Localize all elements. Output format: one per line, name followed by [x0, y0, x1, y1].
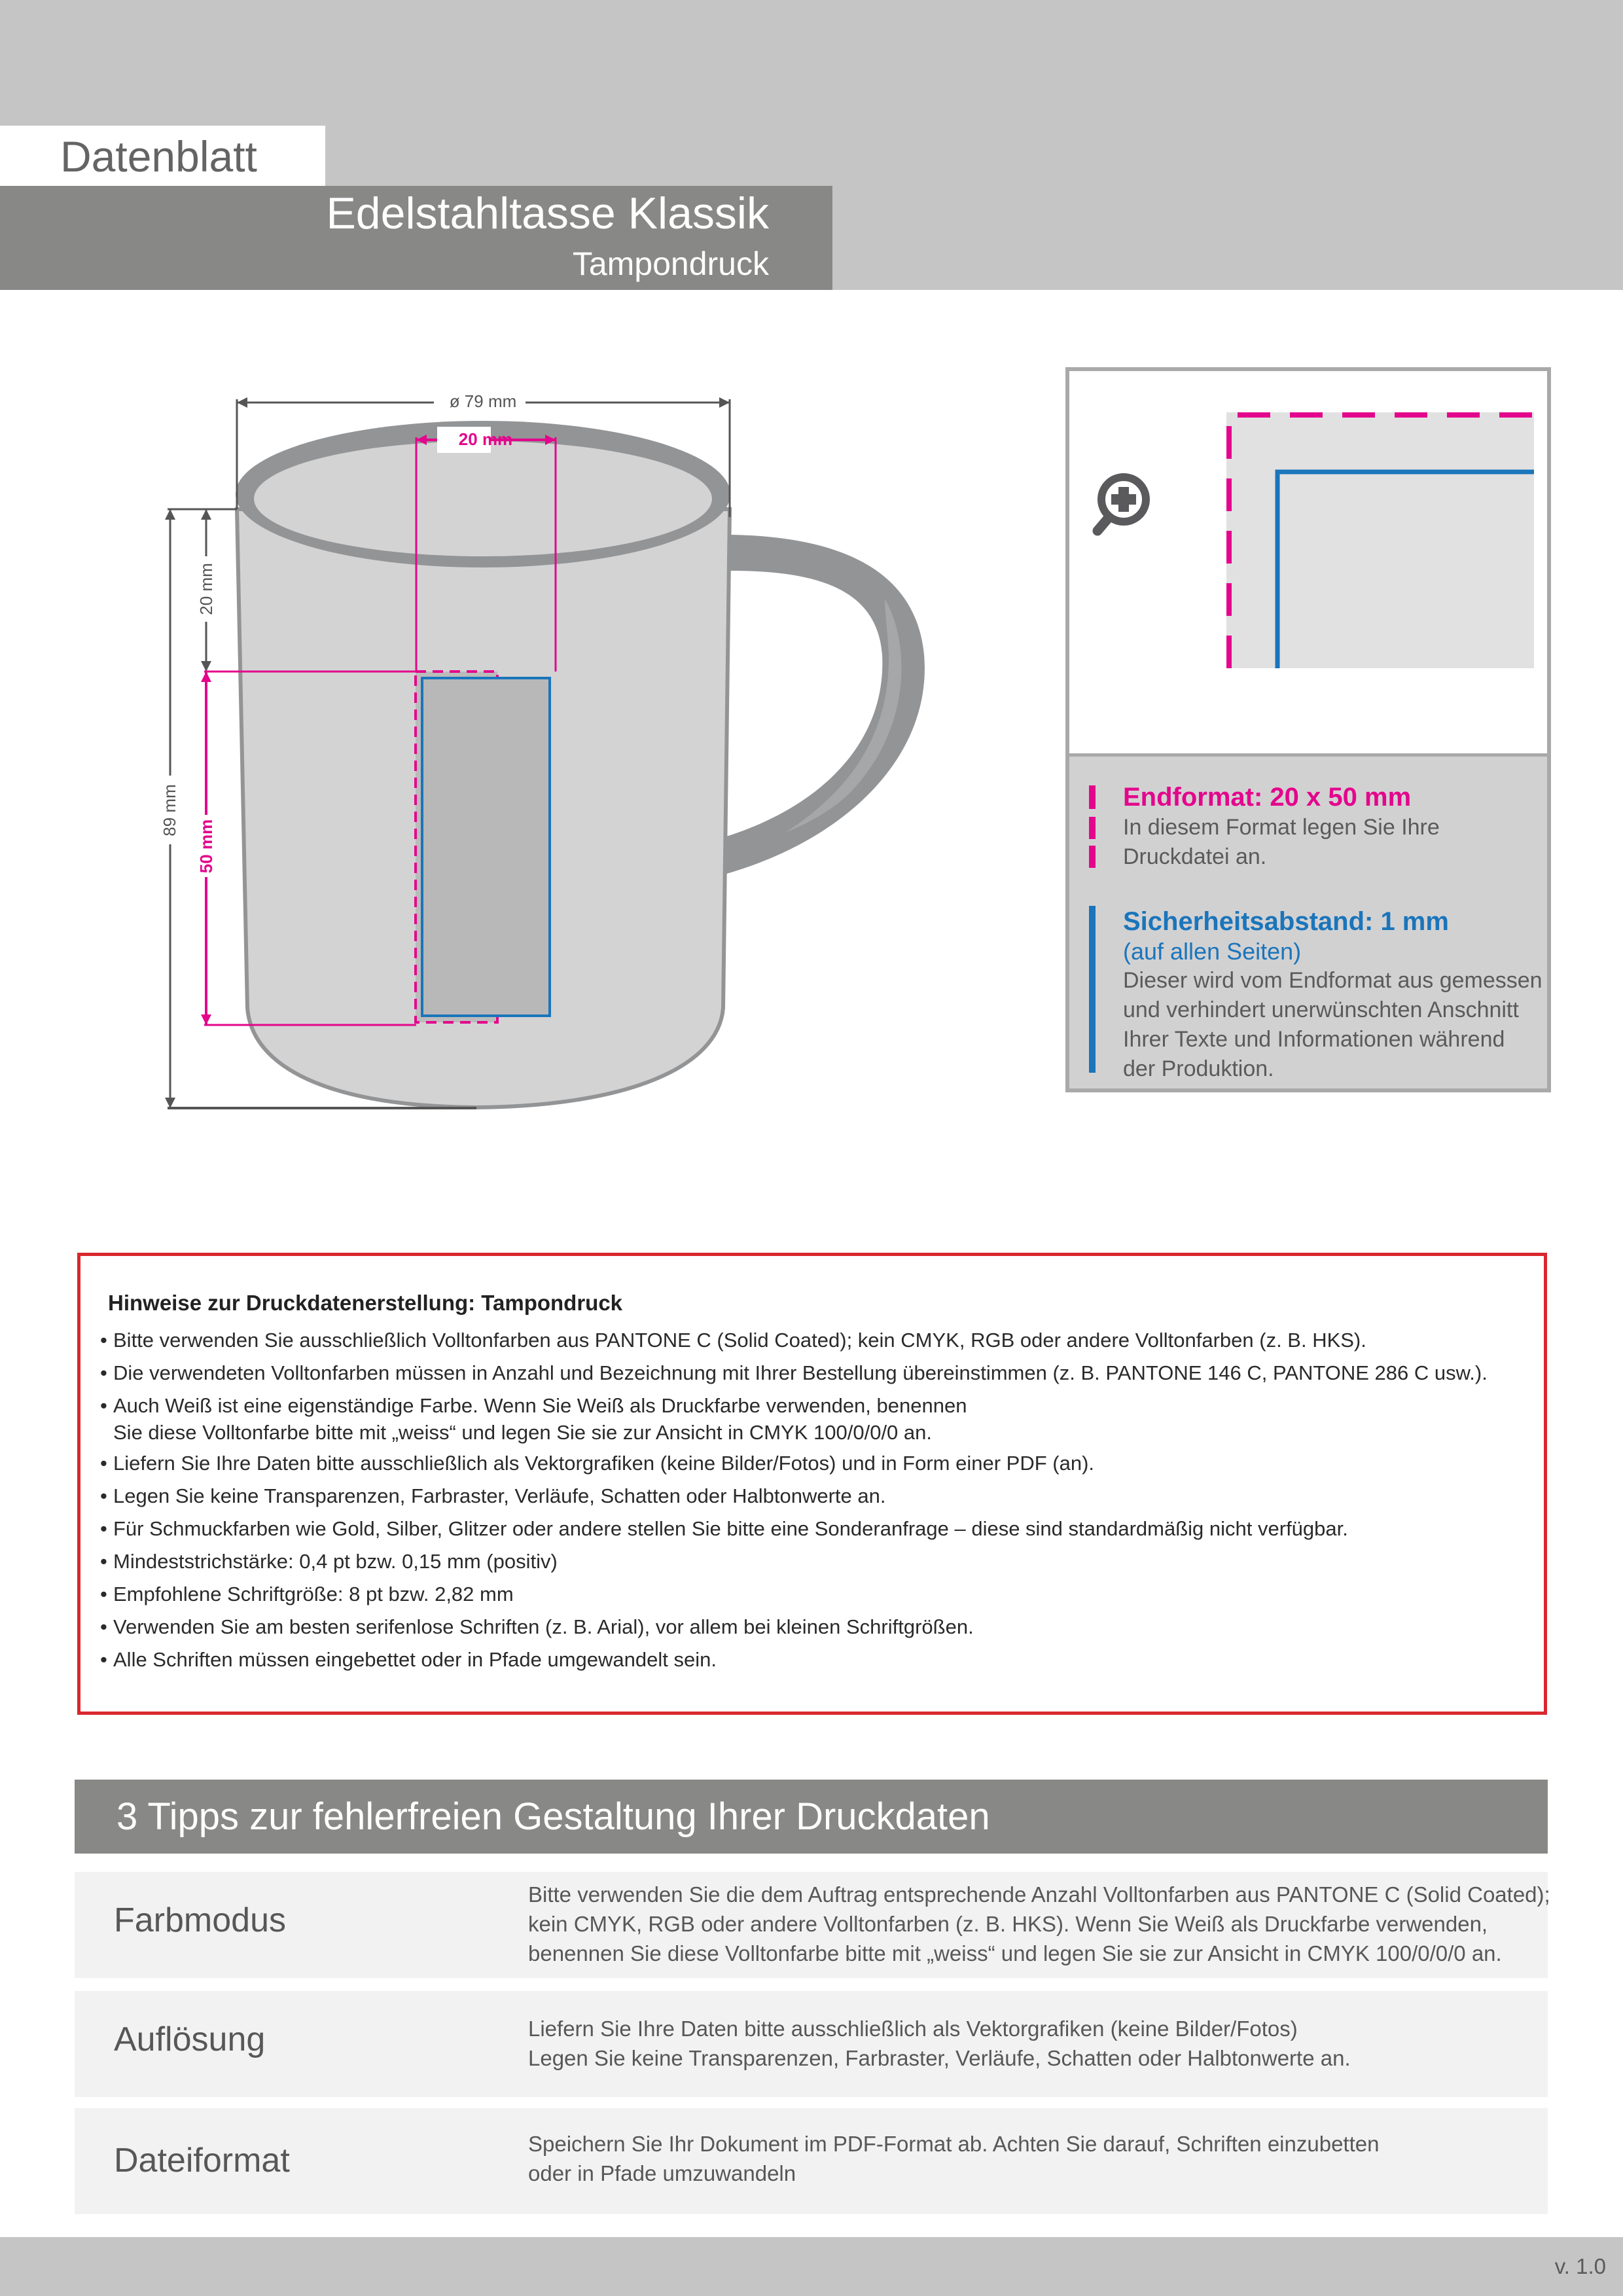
arrow-up-magenta-icon	[201, 672, 211, 682]
hinweis-text: Mindeststrichstärke: 0,4 pt bzw. 0,15 mm (positiv)	[113, 1550, 558, 1573]
endformat-line: In diesem Format legen Sie Ihre	[1123, 815, 1440, 840]
mug-opening	[254, 441, 712, 556]
version-label: v. 1.0	[1554, 2254, 1606, 2278]
bullet-icon: •	[100, 1329, 107, 1352]
tip-text	[528, 2129, 1379, 2188]
total-height-label: 89 mm	[160, 784, 179, 836]
legend-bar-blue	[1089, 906, 1096, 1073]
hinweis-item	[100, 1545, 1488, 1578]
bullet-icon: •	[100, 1615, 107, 1638]
header-spacer	[0, 290, 1623, 303]
sicherheitsabstand-line: Ihrer Texte und Informationen während	[1123, 1027, 1505, 1052]
top-offset-label: 20 mm	[196, 563, 216, 615]
hinweis-text: Legen Sie keine Transparenzen, Farbraster, Verläufe, Schatten oder Halbtonwerte an.	[113, 1484, 886, 1507]
tip-row-aufloesung	[75, 1991, 1548, 2097]
bullet-icon: •	[100, 1517, 107, 1540]
hinweis-item	[100, 1390, 1488, 1447]
hinweis-item	[100, 1324, 1488, 1357]
sicherheitsabstand-subtitle: (auf allen Seiten)	[1123, 938, 1302, 965]
legend-panel	[1069, 757, 1547, 1088]
arrow-left-icon	[237, 397, 247, 408]
tip-text-line: Liefern Sie Ihre Daten bitte ausschließlich als Vektorgrafiken (keine Bilder/Fotos)	[528, 2017, 1298, 2041]
hinweis-text: Liefern Sie Ihre Daten bitte ausschließlich als Vektorgrafiken (keine Bilder/Fotos) und in Form einer PDF (an).	[113, 1452, 1095, 1475]
hinweis-text: Auch Weiß ist eine eigenständige Farbe. Wenn Sie Weiß als Druckfarbe verwenden, benennen	[113, 1394, 967, 1417]
tip-text-line: kein CMYK, RGB oder andere Volltonfarben (z. B. HKS). Wenn Sie Weiß als Druckfarbe verwenden,	[528, 1912, 1488, 1936]
bullet-icon: •	[100, 1484, 107, 1507]
arrow-right-icon	[719, 397, 730, 408]
print-width-label: 20 mm	[458, 429, 513, 449]
tip-label: Dateiformat	[114, 2142, 290, 2179]
hinweise-list	[100, 1324, 1488, 1676]
mug-diagram	[0, 327, 982, 1145]
hinweis-text: Die verwendeten Volltonfarben müssen in Anzahl und Bezeichnung mit Ihrer Bestellung übereinstimmen (z. B. PANTONE 146 C, PANTONE 286 C usw.).	[113, 1361, 1488, 1384]
arrow-down-icon	[201, 661, 211, 672]
tip-label: Auflösung	[114, 2020, 266, 2058]
arrow-up-icon	[201, 509, 211, 520]
diameter-label: ø 79 mm	[449, 391, 517, 411]
hinweis-item	[100, 1578, 1488, 1611]
hinweis-text-cont: Sie diese Volltonfarbe bitte mit „weiss“ und legen Sie sie zur Ansicht in CMYK 100/0/0/0 an.	[113, 1421, 933, 1444]
legend-bar-magenta	[1089, 785, 1096, 809]
arrow-down-magenta-icon	[201, 1014, 211, 1025]
endformat-title: Endformat: 20 x 50 mm	[1123, 783, 1412, 812]
product-subtitle: Tampondruck	[572, 245, 769, 282]
bullet-icon: •	[100, 1394, 107, 1417]
legend-sicherheitsabstand	[1096, 906, 1543, 1084]
hinweis-text: Für Schmuckfarben wie Gold, Silber, Glitzer oder andere stellen Sie bitte eine Sonderanfrage – diese sind standardmäßig nicht verfügbar.	[113, 1517, 1348, 1540]
doc-type-label: Datenblatt	[60, 132, 257, 181]
tips-heading: 3 Tipps zur fehlerfreien Gestaltung Ihrer Druckdaten	[116, 1795, 990, 1838]
hinweis-text: Empfohlene Schriftgröße: 8 pt bzw. 2,82 mm	[113, 1583, 514, 1605]
tip-text-line: Legen Sie keine Transparenzen, Farbraster, Verläufe, Schatten oder Halbtonwerte an.	[528, 2046, 1351, 2070]
hinweis-item	[100, 1480, 1488, 1513]
print-height-label: 50 mm	[196, 819, 216, 874]
hinweis-item	[100, 1447, 1488, 1480]
legend-bar-magenta	[1089, 817, 1096, 839]
endformat-area	[1226, 412, 1534, 668]
arrow-up-icon	[165, 509, 175, 520]
legend-endformat	[1096, 781, 1440, 872]
bullet-icon: •	[100, 1550, 107, 1573]
sicherheitsabstand-line: Dieser wird vom Endformat aus gemessen	[1123, 968, 1543, 993]
hinweis-item	[100, 1643, 1488, 1676]
tip-row-farbmodus	[75, 1872, 1548, 1978]
tips-header	[75, 1780, 1548, 1854]
arrow-down-icon	[165, 1098, 175, 1108]
print-area-safety	[422, 678, 550, 1016]
hinweis-item	[100, 1513, 1488, 1545]
zoom-preview	[1069, 371, 1547, 754]
bullet-icon: •	[100, 1452, 107, 1475]
bullet-icon: •	[100, 1583, 107, 1605]
hinweis-item	[100, 1611, 1488, 1643]
tip-text-line: oder in Pfade umzuwandeln	[528, 2161, 796, 2185]
tip-label: Farbmodus	[114, 1901, 286, 1939]
hinweis-text: Verwenden Sie am besten serifenlose Schriften (z. B. Arial), vor allem bei kleinen Schriftgrößen.	[113, 1615, 974, 1638]
tip-text-line: Speichern Sie Ihr Dokument im PDF-Format ab. Achten Sie darauf, Schriften einzubetten	[528, 2132, 1380, 2156]
legend-bar-magenta	[1089, 846, 1096, 868]
zoom-in-icon	[1097, 477, 1146, 531]
bullet-icon: •	[100, 1648, 107, 1671]
footer-band	[0, 2237, 1623, 2296]
tip-text	[528, 2014, 1351, 2073]
hinweise-title: Hinweise zur Druckdatenerstellung: Tampondruck	[108, 1291, 623, 1315]
zoom-preview-graphic	[1069, 371, 1547, 754]
tip-text-line: benennen Sie diese Volltonfarbe bitte mit „weiss“ und legen Sie sie zur Ansicht in CMYK 100/0/0/0 an.	[528, 1941, 1502, 1965]
product-title: Edelstahltasse Klassik	[326, 188, 769, 238]
sicherheitsabstand-title: Sicherheitsabstand: 1 mm	[1123, 907, 1449, 936]
hinweise-box	[77, 1253, 1547, 1715]
hinweis-text: Alle Schriften müssen eingebettet oder in Pfade umgewandelt sein.	[113, 1648, 717, 1671]
sicherheitsabstand-line: und verhindert unerwünschten Anschnitt	[1123, 997, 1519, 1022]
sicherheitsabstand-line: der Produktion.	[1123, 1056, 1274, 1081]
tip-row-dateiformat	[75, 2108, 1548, 2214]
hinweis-text: Bitte verwenden Sie ausschließlich Volltonfarben aus PANTONE C (Solid Coated); kein CMYK, RGB oder andere Volltonfarben (z. B. HKS).	[113, 1329, 1366, 1352]
endformat-line: Druckdatei an.	[1123, 844, 1267, 869]
hinweis-item	[100, 1357, 1488, 1390]
tip-text	[528, 1880, 1550, 1968]
tip-text-line: Bitte verwenden Sie die dem Auftrag entsprechende Anzahl Volltonfarben aus PANTONE C (Solid Coated);	[528, 1882, 1550, 1907]
format-legend-box	[1065, 367, 1551, 1092]
bullet-icon: •	[100, 1361, 107, 1384]
